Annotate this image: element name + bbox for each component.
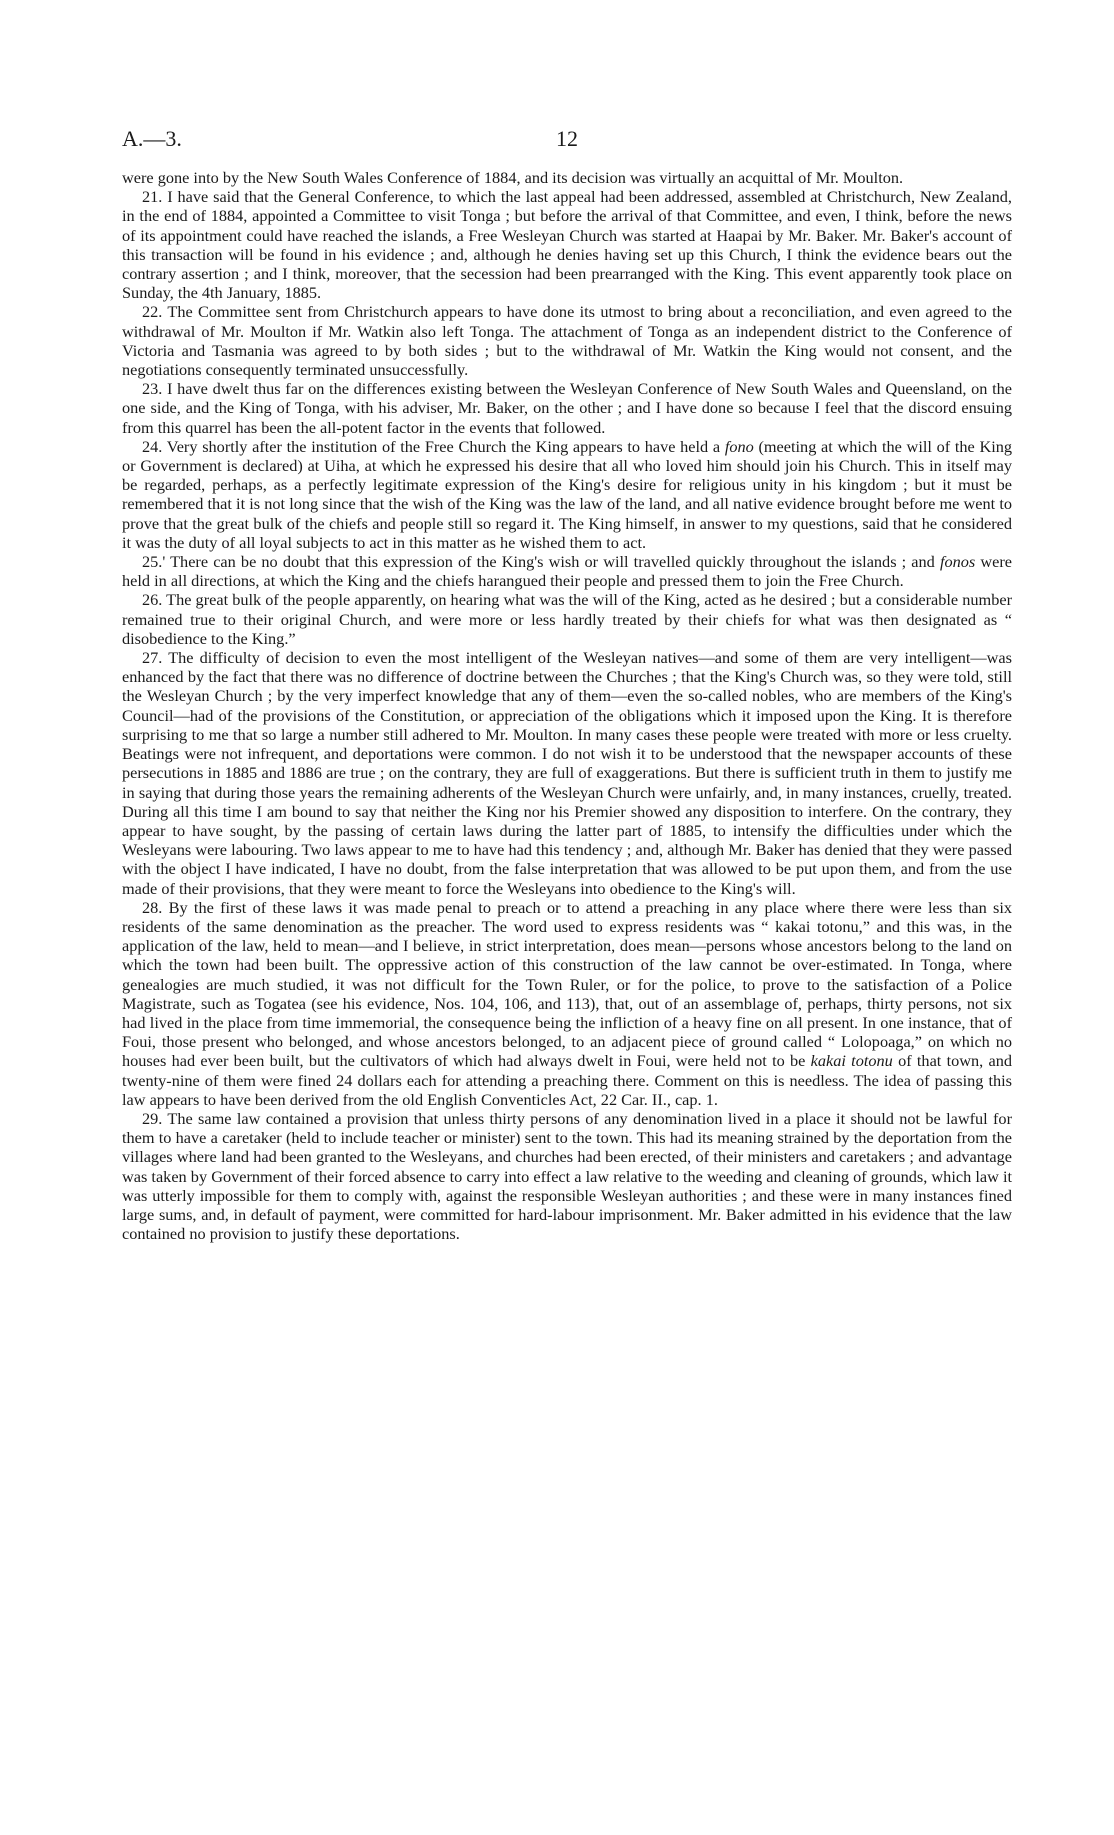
paragraph-p24 — [122, 437, 1012, 552]
text-run: (meeting at which the will of the King or Government is declared) at Uiha, at which he expressed his desire that all who loved him should join his Church. This in itself may be regarded, perhaps, as a perfectly legitimate expression of the King's desire for religious unity in his kingdom ; but it must be remembered that it is not long since that the wish of the King was the law of the land, and all native evidence brought before me went to prove that the great bulk of the chiefs and people still so regard it. The King himself, in answer to my questions, said that he considered it was the duty of all loyal subjects to act in this matter as he wished them to act. — [122, 436, 1013, 552]
text-run: 27. The difficulty of decision to even the most intelligent of the Wesleyan natives—and some of them are very intelligent—was enhanced by the fact that there was no difference of doctrine between the Churches ; that the King's Church was, so they were told, still the Wesleyan Church ; by the very imperfect knowledge that any of them—even the so-called nobles, who are members of the King's Council—had of the provisions of the Constitution, or appreciation of the obligations which it imposed upon the King. It is therefore surprising to me that so large a number still adhered to Mr. Moulton. In many cases these people were treated with more or less cruelty. Beatings were not infrequent, and deportations were common. I do not wish it to be understood that the newspaper accounts of these persecutions in 1885 and 1886 are true ; on the contrary, they are full of exaggerations. But there is sufficient truth in them to justify me in saying that during those years the remaining adherents of the Wesleyan Church were unfairly, and, in many instances, cruelly, treated. During all this time I am bound to say that neither the King nor his Premier showed any disposition to interfere. On the contrary, they appear to have sought, by the passing of certain laws during the latter part of 1885, to intensify the difficulties under which the Wesleyans were labouring. Two laws appear to me to have had this tendency ; and, although Mr. Baker has denied that they were passed with the object I have indicated, I have no doubt, from the false interpretation that was allowed to be put upon them, and from the use made of their provisions, that they were meant to force the Wesleyans into obedience to the King's will. — [122, 648, 1012, 898]
paragraph-p28 — [122, 898, 1012, 1109]
paragraph-p26 — [122, 590, 1012, 648]
text-run: were held in all directions, at which the King and the chiefs harangued their people and pressed them to join the Free Church. — [122, 552, 1013, 591]
paragraph-p27 — [122, 648, 1012, 898]
text-run: were gone into by the New South Wales Conference of 1884, and its decision was virtually an acquittal of Mr. Moulton. — [122, 168, 904, 187]
italic-term: kakai totonu — [810, 1051, 893, 1071]
paragraph-p22 — [122, 302, 1012, 379]
text-run: 29. The same law contained a provision that unless thirty persons of any denomination lived in a place it should not be lawful for them to have a caretaker (held to include teacher or minister) sent to the town. This had its meaning strained by the deportation from the villages where land had been granted to the Wesleyans, and churches had been erected, of their ministers and caretakers ; and advantage was taken by Government of their forced absence to carry into effect a law relative to the weeding and cleaning of grounds, which law it was utterly impossible for them to comply with, against the responsible Wesleyan authorities ; and these were in many instances fined large sums, and, in default of payment, were committed for hard-labour imprisonment. Mr. Baker admitted in his evidence that the law contained no provision to justify these deportations. — [122, 1108, 1012, 1244]
document-page — [122, 118, 1012, 1243]
paragraph-p25 — [122, 552, 1012, 590]
paragraph-p29 — [122, 1109, 1012, 1243]
text-run: 24. Very shortly after the institution of the Free Church the King appears to have held a — [142, 436, 725, 456]
text-run: of that town, and twenty-nine of them were fined 24 dollars each for attending a preaching there. Comment on this is needless. The idea of passing this law appears to have been derived from the old English Conventicles Act, 22 Car. II., cap. 1. — [122, 1051, 1012, 1109]
text-run: 28. By the first of these laws it was made penal to preach or to attend a preaching in any place where there were less than six residents of the same denomination as the preacher. The word used to express residents was “ kakai totonu,” and this was, in the application of the law, held to mean—and I believe, in strict interpretation, does mean—persons whose ancestors belong to the land on which the town had been built. The oppressive action of this construction of the law cannot be over-estimated. In Tonga, where genealogies are much studied, it was not difficult for the Town Ruler, or for the police, to prove to the satisfaction of a Police Magistrate, such as Togatea (see his evidence, Nos. 104, 106, and 113), that, out of an assemblage of, perhaps, thirty persons, not six had lived in the place from time immemorial, the consequence being the infliction of a heavy fine on all present. In one instance, that of Foui, those present who belonged, and whose ancestors belonged, to an adjacent piece of ground called “ Lolopoaga,” on which no houses had ever been built, but the cultivators of which had always dwelt in Foui, were held not to be — [122, 897, 1012, 1071]
paragraph-p23 — [122, 379, 1012, 437]
page-number: 12 — [556, 126, 578, 151]
paragraph-p21 — [122, 187, 1012, 302]
italic-term: fono — [724, 436, 754, 456]
text-run: 23. I have dwelt thus far on the differences existing between the Wesleyan Conference of New South Wales and Queensland, on the one side, and the King of Tonga, with his adviser, Mr. Baker, on the other ; and I have done so because I feel that the discord ensuing from this quarrel has been the all-potent factor in the events that followed. — [122, 379, 1012, 437]
paragraph-cont — [122, 168, 1012, 187]
italic-term: fonos — [939, 552, 976, 572]
text-run: 22. The Committee sent from Christchurch appears to have done its utmost to bring about a reconciliation, and even agreed to the withdrawal of Mr. Moulton if Mr. Watkin also left Tonga. The attachment of Tonga as an independent district to the Conference of Victoria and Tasmania was agreed to by both sides ; but to the withdrawal of Mr. Watkin the King would not consent, and the negotiations consequently terminated unsuccessfully. — [122, 302, 1012, 380]
text-run: 26. The great bulk of the people apparently, on hearing what was the will of the King, acted as he desired ; but a considerable number remained true to their original Church, and were more or less hardly treated by their chiefs for what was then designated as “ disobedience to the King.” — [122, 590, 1012, 648]
text-run: 21. I have said that the General Conference, to which the last appeal had been addressed, assembled at Christchurch, New Zealand, in the end of 1884, appointed a Committee to visit Tonga ; but before the arrival of that Committee, and even, I think, before the news of its appointment could have reached the islands, a Free Wesleyan Church was started at Haapai by Mr. Baker. Mr. Baker's account of this transaction will be found in his evidence ; and, although he denies having set up this Church, I think the evidence bears out the contrary assertion ; and I think, moreover, that the secession had been prearranged with the King. This event apparently took place on Sunday, the 4th January, 1885. — [122, 187, 1012, 303]
body-text — [122, 168, 1012, 1243]
text-run: 25.' There can be no doubt that this expression of the King's wish or will travelled quickly throughout the islands ; and — [142, 552, 940, 572]
document-code: A.—3. — [122, 126, 182, 151]
page-header — [122, 118, 1012, 158]
